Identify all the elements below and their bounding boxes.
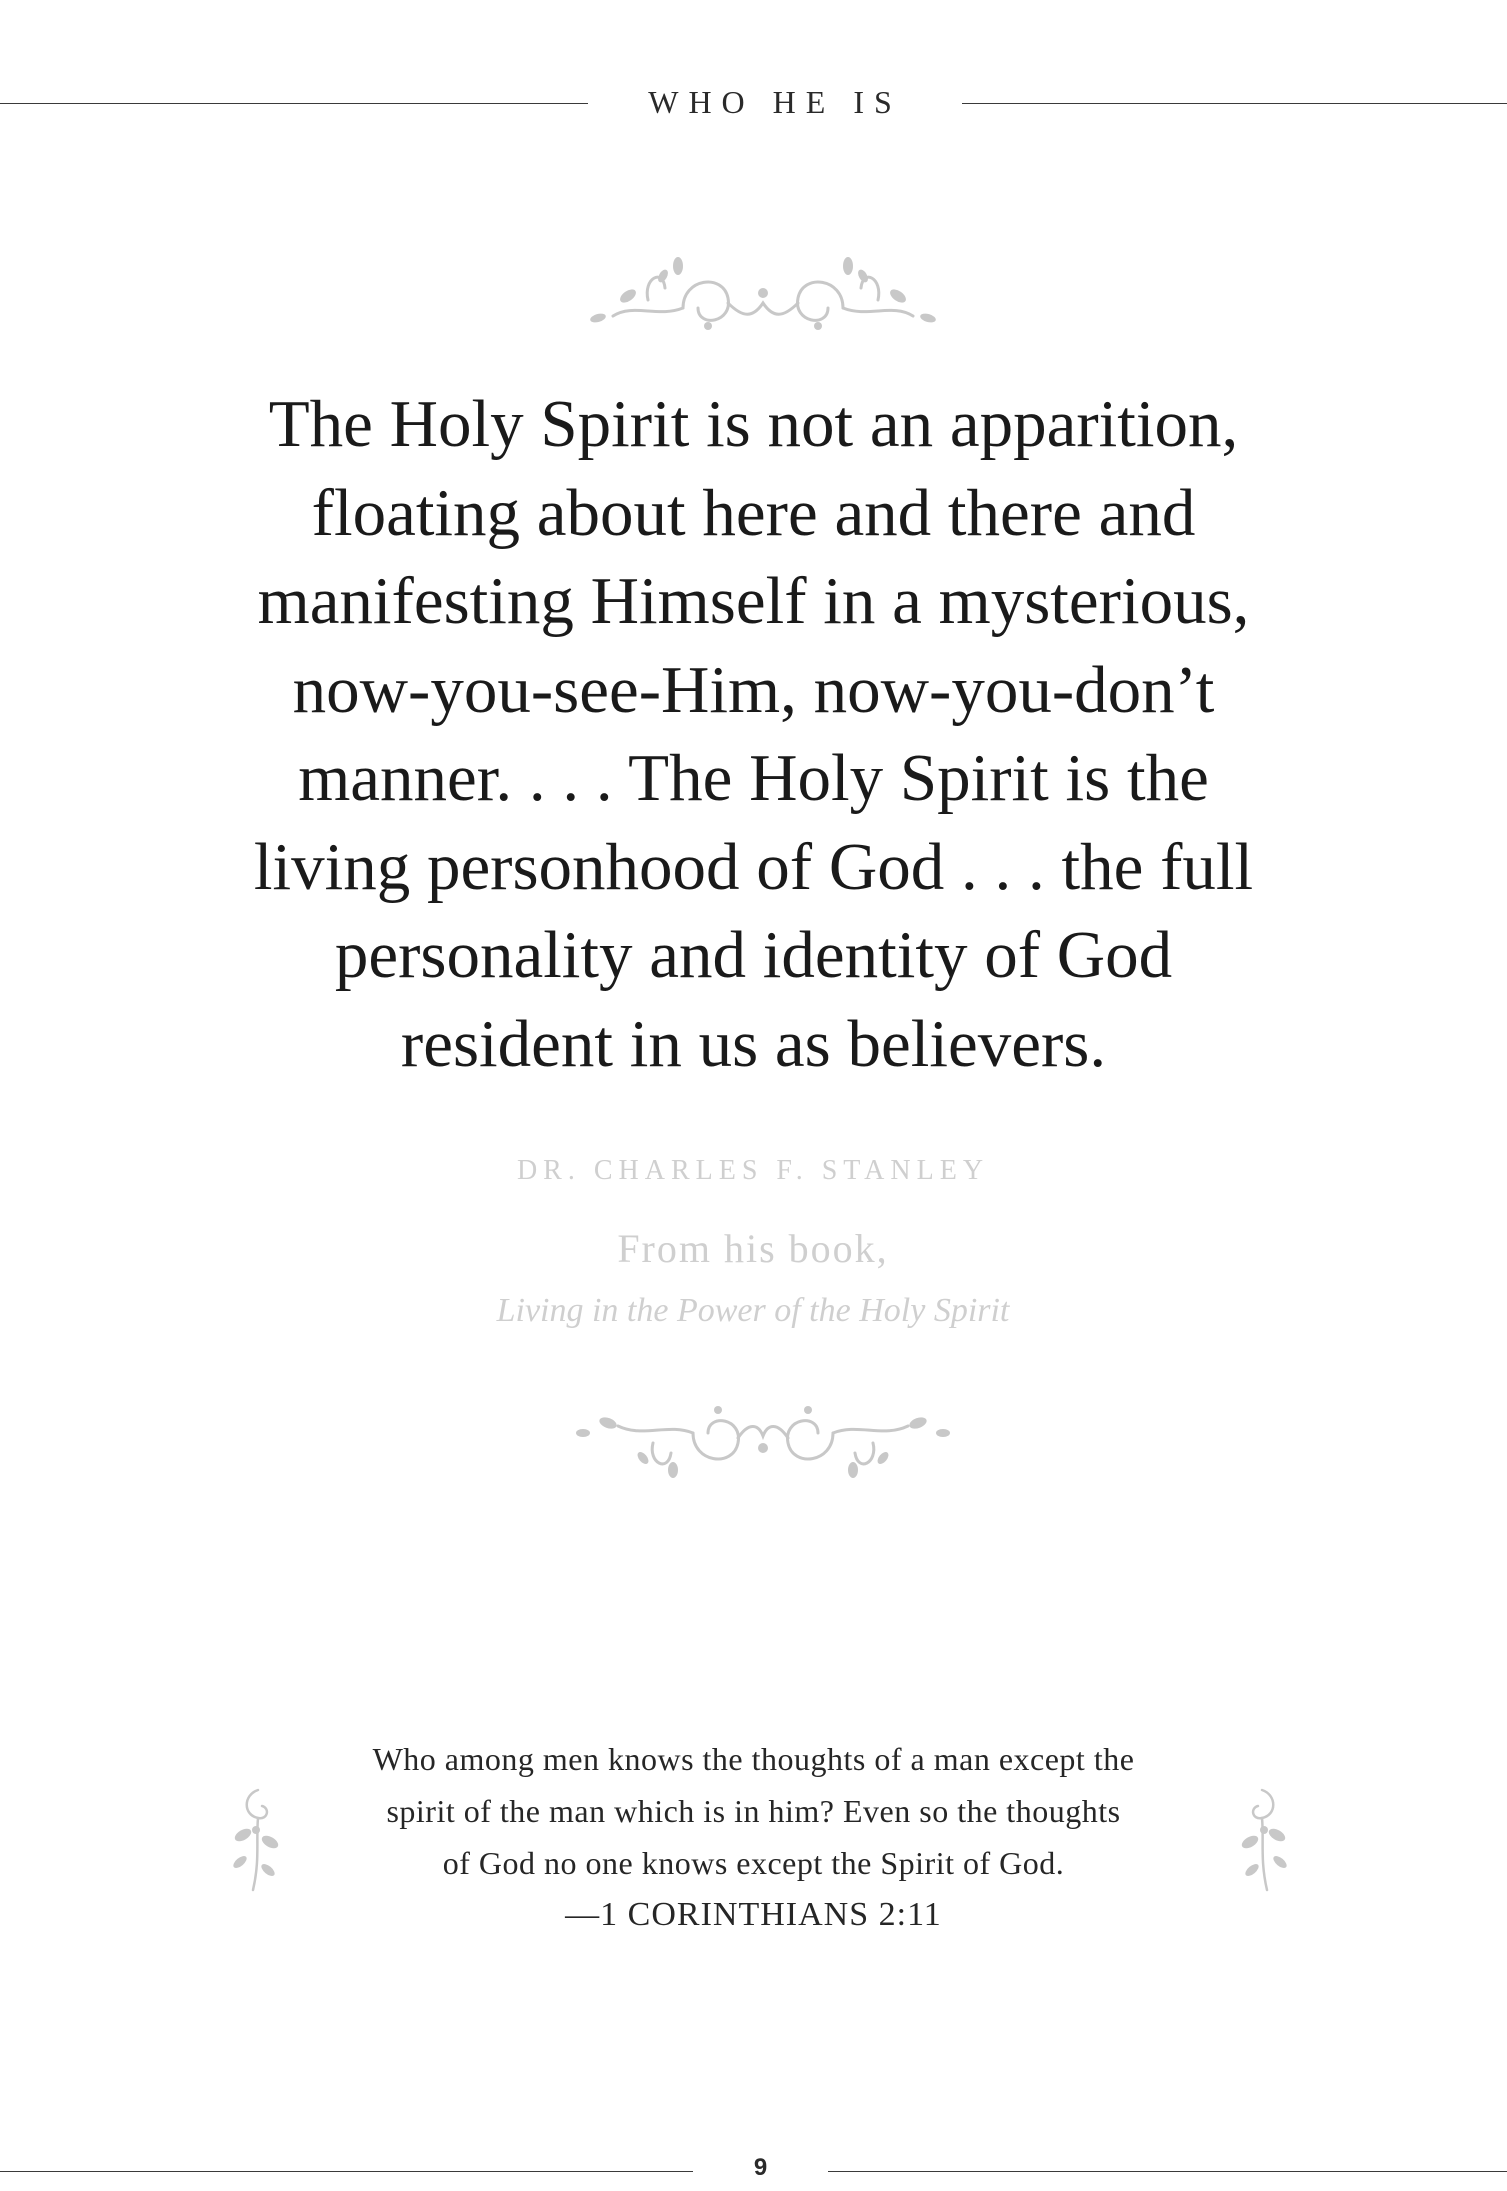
quote-line: now-you-see-Him, now-you-don’t [292, 652, 1215, 727]
quote-line: personality and identity of God [334, 918, 1173, 992]
floral-flourish-left-icon [218, 1780, 288, 1900]
footer-rule-right [828, 2171, 1507, 2172]
verse-line: Who among men knows the thoughts of a man except the [372, 1741, 1135, 1777]
verse-line: of God no one knows except the Spirit of God. [442, 1845, 1065, 1881]
quote-line: living personhood of God . . . the full [253, 829, 1254, 904]
verse-line: spirit of the man which is in him? Even so the thoughts [386, 1793, 1121, 1829]
scripture-verse [300, 1733, 1207, 1941]
quote-source-label: From his book, [617, 1226, 889, 1271]
header-rule-right [962, 103, 1507, 104]
header-rule-left [0, 103, 588, 104]
footer-rule-left [0, 2171, 693, 2172]
quote-book-title: Living in the Power of the Holy Spirit [496, 1292, 1010, 1329]
page-footer [0, 2150, 1507, 2190]
quote-line: manner. . . . The Holy Spirit is the [298, 741, 1209, 815]
floral-ornament-bottom-icon [553, 1388, 973, 1488]
floral-ornament-top-icon [553, 248, 973, 348]
quote-author: DR. CHARLES F. STANLEY [516, 1155, 990, 1186]
running-header-title: WHO HE IS [648, 84, 902, 120]
running-header [0, 78, 1507, 128]
quote-line: floating about here and there and [311, 475, 1196, 550]
page-number: 9 [753, 2154, 768, 2181]
pull-quote [160, 380, 1347, 1088]
quote-line: The Holy Spirit is not an apparition, [268, 387, 1239, 461]
quote-line: manifesting Himself in a mysterious, [257, 564, 1250, 638]
floral-flourish-right-icon [1232, 1780, 1302, 1900]
quote-line: resident in us as believers. [400, 1006, 1107, 1081]
verse-reference: —1 CORINTHIANS 2:11 [565, 1896, 942, 1933]
